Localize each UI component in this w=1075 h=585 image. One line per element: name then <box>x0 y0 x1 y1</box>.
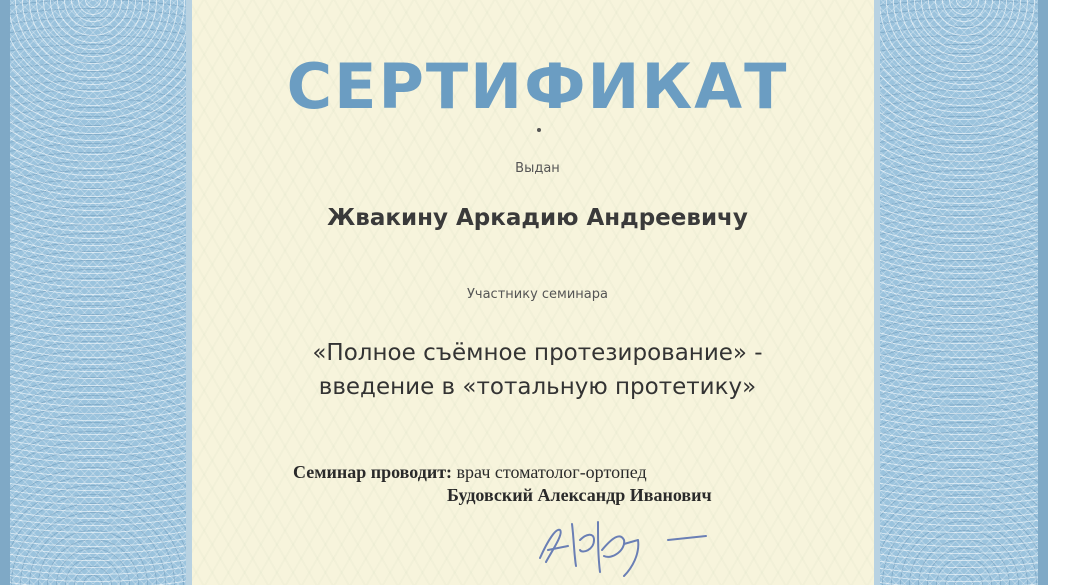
conducted-by-label: Семинар проводит: <box>293 462 453 482</box>
conducted-by <box>293 462 647 483</box>
conductor-title: врач стоматолог-ортопед <box>456 462 647 482</box>
recipient-role: Участнику семинара <box>466 287 608 302</box>
ink-dot <box>537 128 541 132</box>
course-title-line-2: введение в «тотальную протетику» <box>318 374 757 400</box>
handwritten-signature <box>528 510 718 580</box>
course-title-line-1: «Полное съёмное протезирование» - <box>312 340 763 366</box>
recipient-name: Жвакину Аркадию Андреевичу <box>327 205 748 231</box>
certificate-title: СЕРТИФИКАТ <box>286 50 789 123</box>
conductor-name: Будовский Александр Иванович <box>447 485 712 505</box>
issued-label: Выдан <box>515 161 560 176</box>
